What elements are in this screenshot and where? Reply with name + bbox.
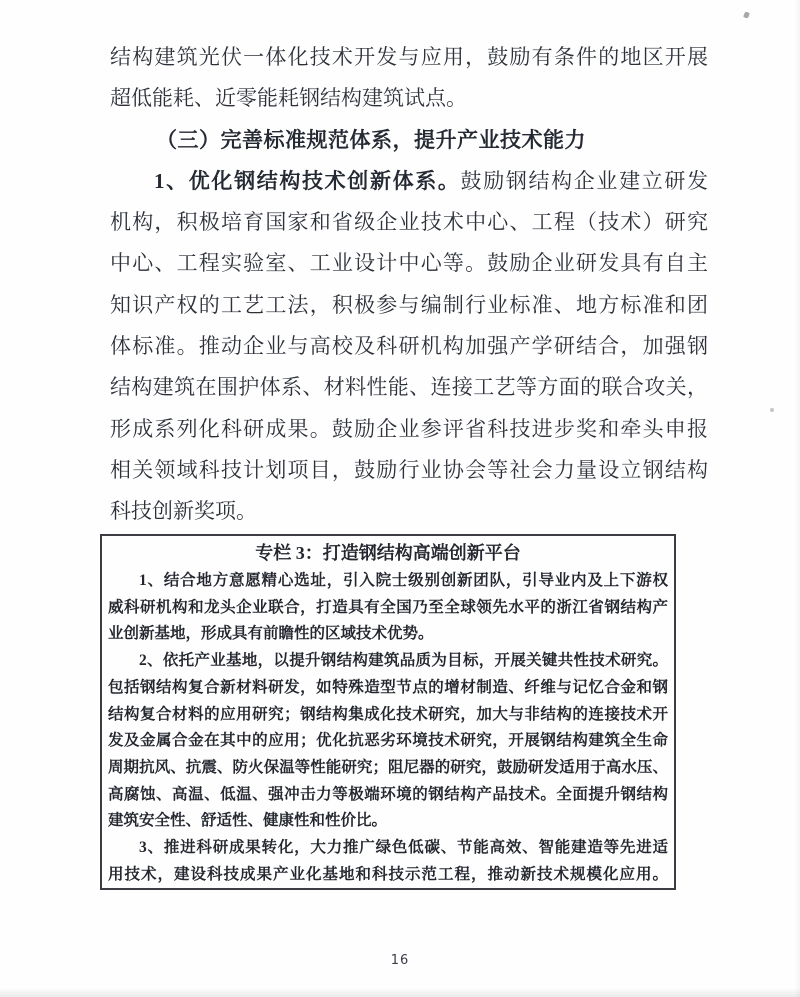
callout-text-line: 业创新基地，形成具有前瞻性的区域技术优势。 (108, 625, 434, 643)
callout-text-line: 威科研机构和龙头企业联合，打造具有全国乃至全球领先水平的浙江省钢结构产 (108, 598, 668, 616)
callout-text-line: 发及金属合金在其中的应用；优化抗恶劣环境技术研究，开展钢结构建筑全生命 (108, 732, 668, 750)
list-item-rest: 鼓励钢结构企业建立研发 (460, 168, 709, 193)
scan-artifact-speck (743, 11, 750, 18)
section-heading: （三）完善标准规范体系，提升产业技术能力 (156, 127, 586, 152)
scan-edge-shadow-bottom (0, 988, 800, 997)
scan-edge-shadow-right (794, 0, 800, 997)
body-text-line: 体标准。推动企业与高校及科研机构加强产学研结合，加强钢 (110, 334, 708, 359)
page-footer (0, 951, 800, 969)
callout-text-line: 高腐蚀、高温、低温、强冲击力等极端环境的钢结构产品技术。全面提升钢结构 (108, 785, 668, 803)
body-text-line: 形成系列化科研成果。鼓励企业参评省科技进步奖和牵头申报 (110, 416, 708, 441)
callout-box (100, 534, 676, 890)
scan-artifact-speck (770, 408, 774, 412)
callout-text-line: 3、推进科研成果转化，大力推广绿色低碳、节能高效、智能建造等先进适 (139, 839, 668, 857)
body-text-line: 结构建筑光伏一体化技术开发与应用，鼓励有条件的地区开展 (110, 45, 708, 69)
callout-text-line: 建筑安全性、舒适性、健康性和性价比。 (108, 812, 388, 830)
body-text-line (110, 161, 708, 202)
callout-text-line: 结构复合材料的应用研究；钢结构集成化技术研究，加大与非结构的连接技术开 (108, 705, 668, 723)
body-text-line: 结构建筑在围护体系、材料性能、连接工艺等方面的联合攻关， (110, 375, 708, 400)
body-text-line: 相关领域科技计划项目，鼓励行业协会等社会力量设立钢结构 (110, 457, 708, 482)
callout-text-line: 用技术，建设科技成果产业化基地和科技示范工程，推动新技术规模化应用。 (108, 865, 668, 883)
body-text-line: 超低能耗、近零能耗钢结构建筑试点。 (110, 86, 467, 111)
callout-text-line: 1、结合地方意愿精心选址，引入院士级别创新团队，引导业内及上下游权 (139, 572, 668, 589)
callout-text-line: 周期抗风、抗震、防火保温等性能研究；阻尼器的研究，鼓励研发适用于高水压、 (108, 758, 668, 776)
body-text-line: 科技创新奖项。 (110, 499, 257, 524)
page-number: 16 (390, 953, 410, 968)
callout-text-line: 包括钢结构复合新材料研发，如特殊造型节点的增材制造、纤维与记忆合金和钢 (108, 678, 668, 696)
document-body (110, 37, 708, 533)
body-text-line: 中心、工程实验室、工业设计中心等。鼓励企业研发具有自主 (110, 251, 708, 276)
list-item-lead: 1、优化钢结构技术创新体系。 (154, 168, 461, 193)
callout-box-title: 专栏 3：打造钢结构高端创新平台 (255, 543, 521, 563)
callout-text-line: 2、依托产业基地，以提升钢结构建筑品质为目标，开展关键共性技术研究。 (139, 652, 668, 670)
body-text-line: 知识产权的工艺工法，积极参与编制行业标准、地方标准和团 (110, 292, 708, 317)
body-text-line: 机构，积极培育国家和省级企业技术中心、工程（技术）研究 (110, 210, 708, 235)
